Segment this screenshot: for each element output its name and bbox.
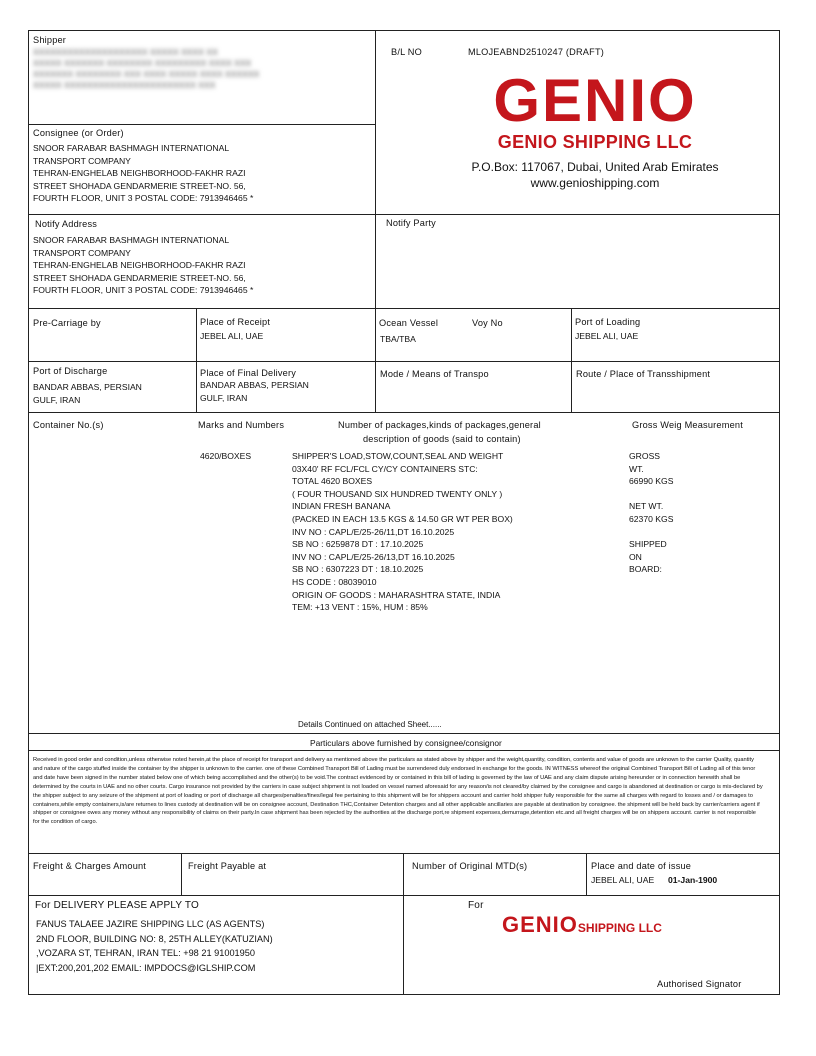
- shipper-line: XXXXX XXXXXXXXXXXXXXXXXXXXXXX XXX: [33, 80, 216, 90]
- notify-address-line: TRANSPORT COMPANY: [33, 247, 131, 258]
- weight-line: WT.: [629, 463, 644, 474]
- final-delivery-value: [200, 379, 309, 404]
- terms-and-conditions: Received in good order and condition,unless otherwise noted herein,at the place of receipt for transport and delivery as mentioned above the particulars as stated above by shipper and the weight,quantity, condition, contents and value of goods are unknown to the carrier Quality, quantity and nature of the cargo stuffed inside the container by the shipper is unknown to the carrier. one of these Combined Transport Bill of Lading must be surrendered duly endorsed in exchange for the goods. IN WITNESS whereof the original Combined Transport Bill of Lading all of this tenor and date have been signed in the number stated below one of which being accomplished and the other(s) to be void.The contract evidenced by or contained in this bill of lading is governed by the law of UAE and any claim dispute arising hereunder or in connection herewith shall be determined by the courts in UAE and no other courts. Cargo insurance not provided by the carriers in case subject shipment is not loaded on vessel named aforesaid for any reason/is not cleared/by claimed by the consignee and cargo is abandoned at destination or cargo is mis-declared by the shipper subject to any seizure of the shipment at port of loading or port of discharge all charges/penalties/fines/legal fee pertaining to this shipment will be for shippers account and carrier hold shipper fully responsible for the same all charges with regard to losses and / or damages to containers,while empty containers,is/are returnes to lines custody at destination will be on consignee account, Destination THC,Container Detention charges and all other applicable ancillaries are payable at destination by consignee. the shipment will be held back by carrier/carriers agent if shipper or consignee owes any money without any responsibility of claims on their party.In case shipment has been rejected by the authorities at the discharge port,re shipment expenses,demurrage,detention etc.and all freight charges will be on shippers account. carrier is not responsible for the condition of cargo.: [33, 757, 763, 826]
- pre-carriage-label: Pre-Carriage by: [33, 318, 101, 328]
- consignee-line: TRANSPORT COMPANY: [33, 155, 131, 166]
- bl-number-label: B/L NO: [391, 47, 422, 57]
- consignee-line: STREET SHOHADA GENDARMERIE STREET-NO. 56,: [33, 180, 246, 191]
- final-delivery-line: GULF, IRAN: [200, 392, 248, 403]
- weight-line: 62370 KGS: [629, 513, 674, 524]
- weight-line: NET WT.: [629, 501, 664, 512]
- shipper-line: XXXXX XXXXXXX XXXXXXXX XXXXXXXXX XXXX XXX: [33, 58, 252, 68]
- port-of-discharge-line: GULF, IRAN: [33, 394, 81, 405]
- consignee-line: TEHRAN-ENGHELAB NEIGHBORHOOD-FAKHR RAZI: [33, 168, 246, 179]
- port-of-loading-value: JEBEL ALI, UAE: [575, 331, 639, 341]
- signature-logo-rest: SHIPPING LLC: [577, 921, 662, 935]
- notify-address-line: FOURTH FLOOR, UNIT 3 POSTAL CODE: 7913946465 *: [33, 285, 254, 296]
- final-delivery-line: BANDAR ABBAS, PERSIAN: [200, 380, 309, 390]
- notify-address-label: Notify Address: [35, 219, 98, 229]
- notify-address-line: TEHRAN-ENGHELAB NEIGHBORHOOD-FAKHR RAZI: [33, 260, 246, 271]
- delivery-line: |EXT:200,201,202 EMAIL: IMPDOCS@IGLSHIP.COM: [36, 962, 256, 973]
- goods-description-label: description of goods (said to contain): [363, 434, 521, 444]
- notify-address-line: SNOOR FARABAR BASHMAGH INTERNATIONAL: [33, 235, 230, 245]
- ocean-vessel-value: TBA/TBA: [380, 334, 416, 344]
- notify-party-label: Notify Party: [386, 218, 436, 228]
- packages-label: Number of packages,kinds of packages,general: [338, 420, 541, 430]
- furnished-note: Particulars above furnished by consignee/consignor: [310, 738, 502, 748]
- description-line: INV NO : CAPL/E/25-26/11,DT 16.10.2025: [292, 526, 455, 537]
- place-of-receipt-label: Place of Receipt: [200, 317, 271, 327]
- weight-line: BOARD:: [629, 564, 662, 575]
- place-of-receipt-value: JEBEL ALI, UAE: [200, 331, 264, 341]
- original-mtd-label: Number of Original MTD(s): [412, 861, 528, 871]
- weight-line: [629, 488, 673, 501]
- voy-no-label: Voy No: [472, 318, 503, 328]
- port-of-discharge-label: Port of Discharge: [33, 366, 108, 376]
- weight-line: [629, 526, 673, 539]
- port-of-loading-label: Port of Loading: [575, 317, 641, 327]
- notify-address-details: [33, 234, 253, 297]
- notify-address-line: STREET SHOHADA GENDARMERIE STREET-NO. 56,: [33, 272, 246, 283]
- description-line: TOTAL 4620 BOXES: [292, 476, 373, 487]
- continued-note: Details Continued on attached Sheet......: [298, 720, 442, 729]
- place-date-issue-label: Place and date of issue: [591, 861, 692, 871]
- description-line: ( FOUR THOUSAND SIX HUNDRED TWENTY ONLY ): [292, 488, 503, 499]
- mode-label: Mode / Means of Transpo: [380, 369, 489, 379]
- weights-column: [629, 450, 673, 576]
- logo-website: www.genioshipping.com: [530, 176, 660, 190]
- route-label: Route / Place of Transshipment: [576, 369, 711, 379]
- marks-value: 4620/BOXES: [200, 451, 252, 461]
- logo-company-name: GENIO SHIPPING LLC: [497, 132, 693, 152]
- description-line: SB NO : 6259878 DT : 17.10.2025: [292, 539, 424, 550]
- delivery-line: 2ND FLOOR, BUILDING NO: 8, 25TH ALLEY(KATUZIAN): [36, 933, 273, 944]
- signature-logo-word: GENIO: [502, 912, 578, 937]
- issue-place-value: JEBEL ALI, UAE: [591, 875, 655, 885]
- shipper-line: XXXXXXX XXXXXXXX XXX XXXX XXXXX XXXX XXXXXX: [33, 69, 260, 79]
- for-label: For: [468, 900, 484, 911]
- freight-payable-label: Freight Payable at: [188, 861, 267, 871]
- issue-date-value: 01-Jan-1900: [668, 875, 718, 885]
- description-line: ORIGIN OF GOODS : MAHARASHTRA STATE, INDIA: [292, 589, 501, 600]
- consignee-label: Consignee (or Order): [33, 128, 124, 138]
- shipper-label: Shipper: [33, 35, 67, 45]
- weight-line: SHIPPED: [629, 539, 667, 550]
- ocean-vessel-label: Ocean Vessel: [379, 318, 439, 328]
- delivery-line: ,VOZARA ST, TEHRAN, IRAN TEL: +98 21 91001950: [36, 948, 255, 958]
- description-line: (PACKED IN EACH 13.5 KGS & 14.50 GR WT PER BOX): [292, 513, 513, 524]
- bl-number-value: MLOJEABND2510247 (DRAFT): [468, 47, 605, 57]
- shipper-line: XXXXXXXXXXXXXXXXXXXX XXXXX XXXX XX: [33, 47, 218, 57]
- weight-line: ON: [629, 551, 642, 562]
- description-line: 03X40' RF FCL/FCL CY/CY CONTAINERS STC:: [292, 463, 478, 474]
- description-line: SHIPPER'S LOAD,STOW,COUNT,SEAL AND WEIGHT: [292, 451, 504, 461]
- port-of-discharge-value: [33, 381, 142, 406]
- description-line: INDIAN FRESH BANANA: [292, 501, 391, 512]
- weight-line: 66990 KGS: [629, 476, 674, 487]
- weight-line: GROSS: [629, 451, 661, 461]
- consignee-line: SNOOR FARABAR BASHMAGH INTERNATIONAL: [33, 143, 230, 153]
- delivery-line: FANUS TALAEE JAZIRE SHIPPING LLC (AS AGENTS): [36, 919, 265, 929]
- signature-company-logo: [502, 912, 662, 938]
- logo-wordmark: GENIO: [493, 67, 697, 134]
- delivery-agent-details: [36, 917, 273, 975]
- shipper-details: [33, 47, 259, 91]
- port-of-discharge-line: BANDAR ABBAS, PERSIAN: [33, 382, 142, 392]
- description-line: HS CODE : 08039010: [292, 576, 377, 587]
- logo-address: P.O.Box: 117067, Dubai, United Arab Emirates: [471, 160, 719, 174]
- marks-label: Marks and Numbers: [198, 420, 285, 430]
- delivery-label: For DELIVERY PLEASE APPLY TO: [35, 900, 200, 911]
- description-line: INV NO : CAPL/E/25-26/13,DT 16.10.2025: [292, 551, 455, 562]
- authorised-signatory: Authorised Signator: [657, 979, 742, 989]
- goods-description: [292, 450, 513, 614]
- description-line: SB NO : 6307223 DT : 18.10.2025: [292, 564, 424, 575]
- description-line: TEM: +13 VENT : 15%, HUM : 85%: [292, 602, 428, 613]
- container-no-label: Container No.(s): [33, 420, 104, 430]
- gross-weight-label: Gross Weig Measurement: [632, 420, 743, 430]
- consignee-line: FOURTH FLOOR, UNIT 3 POSTAL CODE: 7913946465 *: [33, 193, 254, 204]
- final-delivery-label: Place of Final Delivery: [200, 368, 296, 378]
- consignee-details: [33, 142, 253, 205]
- freight-charges-label: Freight & Charges Amount: [33, 861, 147, 871]
